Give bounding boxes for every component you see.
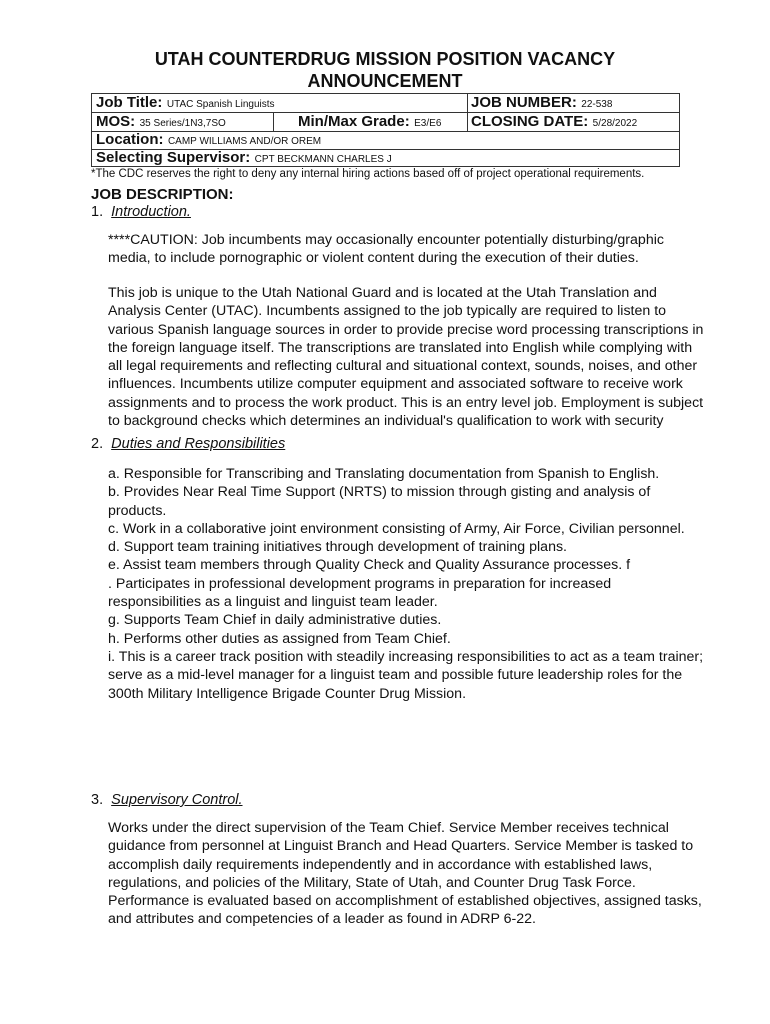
supervisor-field xyxy=(96,149,392,169)
location-label: Location: xyxy=(96,131,164,148)
column-divider xyxy=(273,112,274,131)
section-title: Supervisory Control. xyxy=(111,792,243,808)
section-1-heading xyxy=(91,204,191,220)
duty-line: i. This is a career track position with steadily increasing responsibilities to act as a team trainer; xyxy=(108,648,704,665)
section-title: Introduction. xyxy=(111,204,191,220)
intro-line xyxy=(108,430,748,431)
supervisor-value: CPT BECKMANN CHARLES J xyxy=(254,154,392,165)
intro-line: to background checks which determines an individual's qualification to work with security xyxy=(108,413,664,430)
duty-line: d. Support team training initiatives through development of training plans. xyxy=(108,539,568,556)
header-table xyxy=(91,93,680,167)
section-2-heading xyxy=(91,436,285,452)
duty-line: products. xyxy=(108,502,167,519)
caution-line: media, to include pornographic or violent content during the execution of their duties. xyxy=(108,250,639,267)
document-title-line2: ANNOUNCEMENT xyxy=(307,71,463,91)
location-value: CAMP WILLIAMS AND/OR OREM xyxy=(167,136,322,147)
job-title-value: UTAC Spanish Linguists xyxy=(166,99,275,110)
job-description-heading: JOB DESCRIPTION: xyxy=(91,186,234,203)
document-title-line1: UTAH COUNTERDRUG MISSION POSITION VACANCY xyxy=(154,49,616,69)
supervisory-line: Works under the direct supervision of the Team Chief. Service Member receives technical xyxy=(108,820,669,836)
location-field xyxy=(96,131,321,151)
job-number-field xyxy=(471,94,612,114)
duty-line: 300th Military Intelligence Brigade Counter Drug Mission. xyxy=(108,685,467,702)
section-number: 2. xyxy=(91,436,104,452)
supervisory-line: accomplish daily requirements independently and in accordance with established laws, xyxy=(108,856,653,873)
duty-line: serve as a mid-level manager for a linguist team and possible future leadership roles for the xyxy=(108,667,683,684)
closing-date-field xyxy=(471,113,637,133)
supervisory-line: Performance is evaluated based on accomplishment of established objectives, assigned tasks, xyxy=(108,893,702,910)
duty-line: g. Supports Team Chief in daily administrative duties. xyxy=(108,612,442,629)
section-number: 1. xyxy=(91,204,104,220)
section-number: 3. xyxy=(91,792,104,808)
mos-value: 35 Series/1N3,7SO xyxy=(139,118,226,129)
intro-line: the foreign language itself. The transcriptions are translated into English while complying with xyxy=(108,339,693,356)
caution-paragraph xyxy=(108,231,748,268)
duty-line: responsibilities as a linguist and linguist team leader. xyxy=(108,594,438,611)
supervisor-label: Selecting Supervisor: xyxy=(96,149,251,166)
intro-line: all legal requirements and reflecting cultural and situational context, sounds, noises, and other xyxy=(108,358,698,375)
disclaimer: *The CDC reserves the right to deny any internal hiring actions based off of project operational requirements. xyxy=(91,168,645,180)
duty-line: a. Responsible for Transcribing and Translating documentation from Spanish to English. xyxy=(108,466,660,482)
mos-field xyxy=(96,113,226,133)
grade-label: Min/Max Grade: xyxy=(298,113,410,130)
job-title-label: Job Title: xyxy=(96,94,163,111)
supervisory-paragraph xyxy=(108,819,748,929)
job-title-field xyxy=(96,94,275,114)
grade-field xyxy=(298,113,441,133)
supervisory-line: and attributes and competencies of a leader as found in ADRP 6-22. xyxy=(108,911,537,928)
intro-line: influences. Incumbents utilize computer equipment and associated software to receive work xyxy=(108,376,683,393)
column-divider xyxy=(467,94,468,131)
intro-line: This job is unique to the Utah National Guard and is located at the Utah Translation and xyxy=(108,285,657,301)
duty-line: . Participates in professional development programs in preparation for increased xyxy=(108,575,612,592)
supervisory-line: regulations, and policies of the Military, State of Utah, and Counter Drug Task Force. xyxy=(108,874,636,891)
mos-label: MOS: xyxy=(96,113,136,130)
duty-line: e. Assist team members through Quality Check and Quality Assurance processes. f xyxy=(108,557,631,574)
section-3-heading xyxy=(91,792,243,808)
duties-list xyxy=(108,465,748,703)
intro-line: assignments and to process the work product. This is an entry level job. Employment is subject xyxy=(108,394,704,411)
duty-line: c. Work in a collaborative joint environment consisting of Army, Air Force, Civilian personnel. xyxy=(108,520,685,537)
duty-line: h. Performs other duties as assigned from Team Chief. xyxy=(108,630,451,647)
closing-date-value: 5/28/2022 xyxy=(592,118,638,129)
duty-line: b. Provides Near Real Time Support (NRTS) to mission through gisting and analysis of xyxy=(108,484,651,501)
job-number-label: JOB NUMBER: xyxy=(471,94,577,111)
supervisory-line: guidance from personnel at Linguist Branch and Head Quarters. Service Member is tasked to xyxy=(108,838,694,855)
intro-line: various Spanish language sources in order to provide precise word processing transcriptions in xyxy=(108,321,704,338)
job-number-value: 22-538 xyxy=(581,99,613,110)
grade-value: E3/E6 xyxy=(414,118,442,129)
closing-date-label: CLOSING DATE: xyxy=(471,113,589,130)
caution-line: ****CAUTION: Job incumbents may occasionally encounter potentially disturbing/graphic xyxy=(108,232,664,248)
section-title: Duties and Responsibilities xyxy=(111,436,286,452)
intro-line: Analysis Center (UTAC). Incumbents assigned to the job typically are required to listen to xyxy=(108,303,667,320)
introduction-paragraph xyxy=(108,284,748,431)
